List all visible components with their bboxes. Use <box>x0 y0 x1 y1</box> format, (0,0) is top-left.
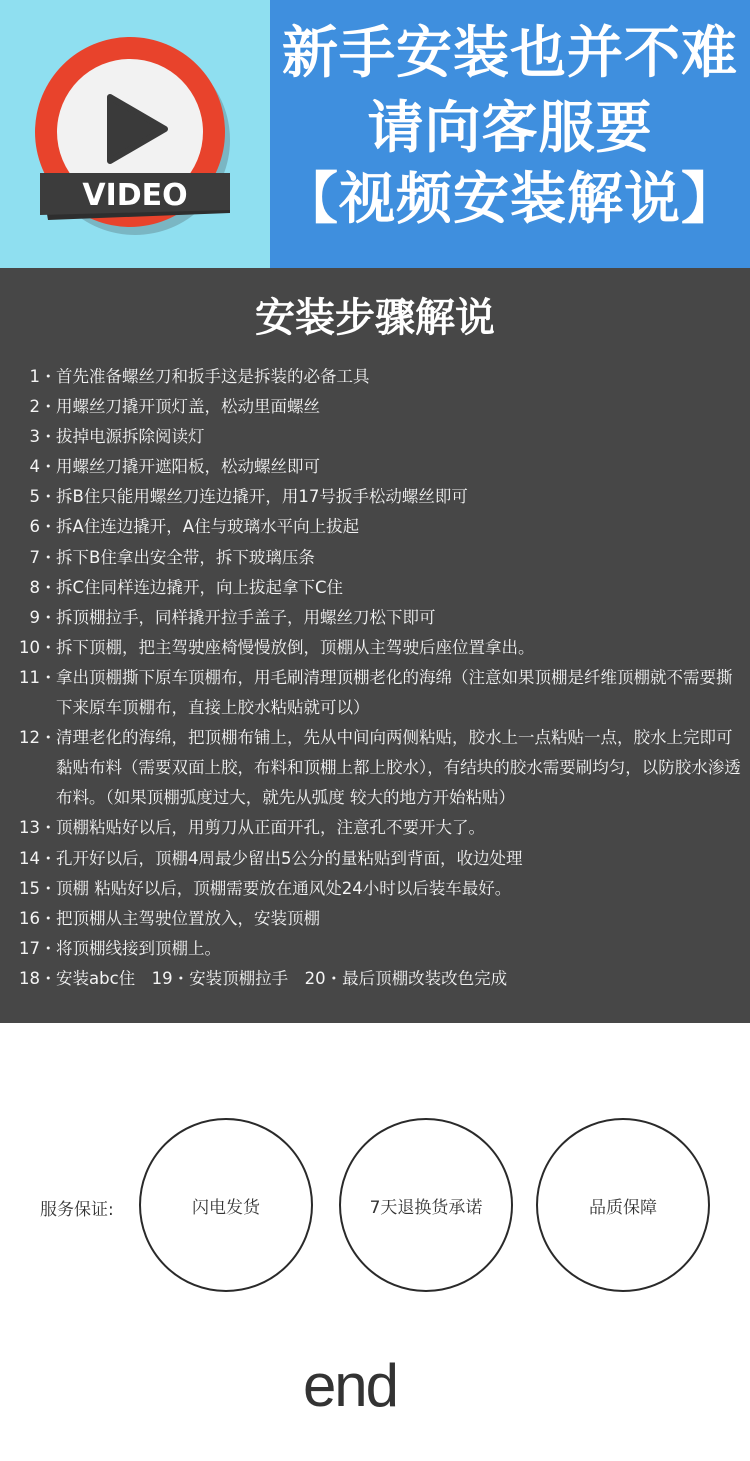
step-number-value: 8 <box>29 577 40 597</box>
step-number-value: 7 <box>29 547 40 567</box>
step-text: 将顶棚线接到顶棚上。 <box>56 938 221 958</box>
step-text: 清理老化的海绵，把顶棚布铺上，先从中间向两侧粘贴，胶水上一点粘贴一点，胶水上完即可黏贴布料（需要双面上胶，布料和顶棚上都上胶水），有结块的胶水需要刷均匀，以防胶水渗透布料。（如果顶棚弧度过大，就先从弧度 较大的地方开始粘贴） <box>56 728 741 808</box>
headline-line-3: 【视频安装解说】 <box>282 167 738 232</box>
step-item <box>0 422 750 452</box>
step-number-value: 1 <box>29 367 40 386</box>
step-item <box>0 482 750 512</box>
step-number: 15・ <box>19 878 57 898</box>
step-number-value: 12 <box>19 728 40 748</box>
step-text: 顶棚 粘贴好以后，顶棚需要放在通风处24小时以后装车最好。 <box>56 878 512 898</box>
step-item <box>0 874 750 904</box>
step-item <box>0 633 750 663</box>
step-number-value: 4 <box>29 457 40 477</box>
step-number: 8・ <box>29 577 57 597</box>
step-number: 17・ <box>19 938 57 958</box>
steps-title: 安装步骤解说 <box>255 295 495 341</box>
end-text: end <box>302 1352 398 1419</box>
step-item <box>0 904 750 934</box>
step-item <box>0 603 750 633</box>
step-number-value: 14 <box>19 848 40 868</box>
step-item <box>0 512 750 542</box>
step-item <box>0 663 750 723</box>
step-number-value: 15 <box>19 878 40 898</box>
step-item <box>0 452 750 482</box>
step-number: 7・ <box>29 547 57 567</box>
step-item <box>0 573 750 603</box>
step-text: 拆下顶棚，把主驾驶座椅慢慢放倒，顶棚从主驾驶后座位置拿出。 <box>56 637 535 657</box>
step-number-value: 13 <box>19 818 40 838</box>
headline-line-1: 新手安装也并不难 <box>282 21 738 86</box>
step-number-value: 16 <box>19 908 40 928</box>
step-text: 拆顶棚拉手，同样撬开拉手盖子，用螺丝刀松下即可 <box>56 607 436 627</box>
step-text: 用螺丝刀撬开遮阳板，松动螺丝即可 <box>56 457 320 477</box>
step-item <box>0 964 750 994</box>
step-text: 安装abc住 19・安装顶棚拉手 20・最后顶棚改装改色完成 <box>56 968 508 988</box>
step-item <box>0 844 750 874</box>
step-list <box>0 362 750 994</box>
video-logo-text: VIDEO <box>82 178 188 213</box>
step-number: 2・ <box>29 397 57 417</box>
step-text: 用螺丝刀撬开顶灯盖，松动里面螺丝 <box>56 397 320 417</box>
step-text: 拆B住只能用螺丝刀连边撬开，用17号扳手松动螺丝即可 <box>56 487 468 507</box>
step-text: 拆C住同样连边撬开，向上拔起拿下C住 <box>56 577 344 597</box>
step-text: 拔掉电源拆除阅读灯 <box>56 427 205 447</box>
badge-fast-shipping: 闪电发货 <box>139 1118 313 1292</box>
step-item <box>0 723 750 813</box>
step-number-value: 9 <box>29 607 40 627</box>
banner-logo-panel <box>0 0 270 268</box>
step-number-value: 17 <box>19 938 40 958</box>
step-number-value: 5 <box>29 487 40 507</box>
step-text: 把顶棚从主驾驶位置放入，安装顶棚 <box>56 908 320 928</box>
step-number: 10・ <box>19 637 57 657</box>
step-number-value: 6 <box>29 517 40 537</box>
step-text: 拆下B住拿出安全带，拆下玻璃压条 <box>56 547 315 567</box>
step-text: 孔开好以后，顶棚4周最少留出5公分的量粘贴到背面，收边处理 <box>56 848 523 868</box>
step-number: 5・ <box>29 487 57 507</box>
step-number-value: 3 <box>29 427 40 447</box>
step-text: 顶棚粘贴好以后，用剪刀从正面开孔，注意孔不要开大了。 <box>56 818 485 838</box>
service-guarantee-section <box>0 1023 750 1461</box>
step-number: 12・ <box>19 728 57 748</box>
step-number-value: 11 <box>19 667 40 687</box>
step-text: 拿出顶棚撕下原车顶棚布，用毛刷清理顶棚老化的海绵（注意如果顶棚是纤维顶棚就不需要撕下来原车顶棚布，直接上胶水粘贴就可以） <box>56 667 733 718</box>
install-steps-section <box>0 268 750 1023</box>
step-number-value: 10 <box>19 637 40 657</box>
step-number: 11・ <box>19 667 57 687</box>
step-text: 拆A住连边撬开，A住与玻璃水平向上拔起 <box>56 517 360 537</box>
service-label: 服务保证: <box>40 1200 114 1220</box>
step-text: 首先准备螺丝刀和扳手这是拆装的必备工具 <box>56 367 370 386</box>
step-number: 4・ <box>29 457 57 477</box>
step-item <box>0 813 750 843</box>
step-number: 16・ <box>19 908 57 928</box>
step-number-value: 18 <box>19 968 40 988</box>
step-number: 6・ <box>29 517 57 537</box>
step-number-value: 2 <box>29 397 40 417</box>
step-item <box>0 543 750 573</box>
step-number: 13・ <box>19 818 57 838</box>
step-number: 3・ <box>29 427 57 447</box>
banner <box>0 0 750 268</box>
step-item <box>0 362 750 392</box>
step-number: 1・ <box>29 367 57 386</box>
headline-line-2: 请向客服要 <box>367 96 653 161</box>
step-item <box>0 392 750 422</box>
banner-headline <box>270 0 750 268</box>
badge-7day-return: 7天退换货承诺 <box>339 1118 513 1292</box>
step-number: 14・ <box>19 848 57 868</box>
step-number: 18・ <box>19 968 57 988</box>
badge-quality: 品质保障 <box>536 1118 710 1292</box>
video-play-icon <box>30 35 245 235</box>
step-number: 9・ <box>29 607 57 627</box>
step-item <box>0 934 750 964</box>
